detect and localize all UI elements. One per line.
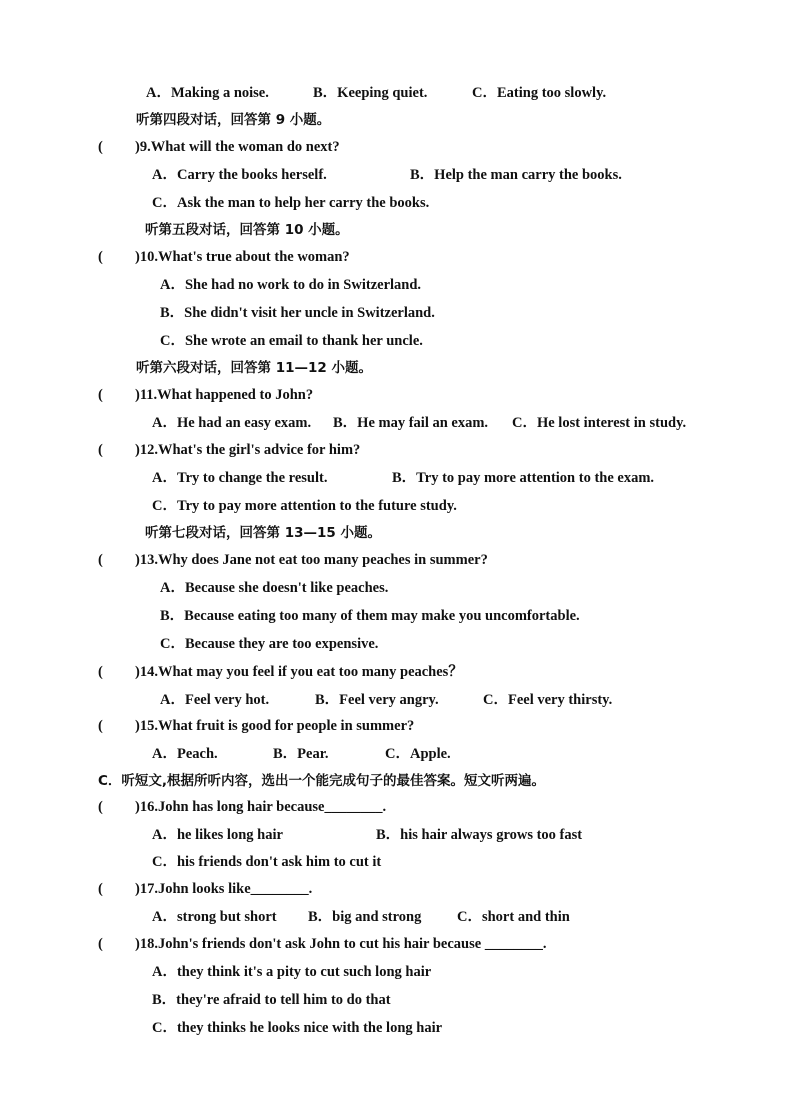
q15-option-b: B．Pear. <box>273 746 329 762</box>
q15-option-c: C．Apple. <box>385 746 451 762</box>
q11-option-c: C．He lost interest in study. <box>512 415 687 431</box>
section-4-instruction: 听第四段对话，回答第 9 小题。 <box>136 112 331 128</box>
q11-stem: )11.What happened to John? <box>135 387 314 403</box>
q17-answer-paren: ( <box>98 881 103 897</box>
q10-option-c: C．She wrote an email to thank her uncle. <box>160 333 423 349</box>
q12-answer-paren: ( <box>98 442 103 458</box>
q16-stem: )16.John has long hair because________. <box>135 799 387 815</box>
q14-answer-paren: ( <box>98 664 103 680</box>
q16-answer-paren: ( <box>98 799 103 815</box>
q17-option-b: B．big and strong <box>308 909 422 925</box>
q18-option-b: B．they're afraid to tell him to do that <box>152 992 391 1008</box>
q10-answer-paren: ( <box>98 249 103 265</box>
q8-option-b: B．Keeping quiet. <box>313 85 428 101</box>
q11-answer-paren: ( <box>98 387 103 403</box>
section-5-instruction: 听第五段对话，回答第 10 小题。 <box>145 222 349 238</box>
q9-option-c: C．Ask the man to help her carry the books. <box>152 195 430 211</box>
section-6-instruction: 听第六段对话，回答第 11—12 小题。 <box>136 360 372 376</box>
q18-stem: )18.John's friends don't ask John to cut his hair because ________. <box>135 936 547 952</box>
q9-option-b: B．Help the man carry the books. <box>410 167 622 183</box>
q9-option-a: A．Carry the books herself. <box>152 167 327 183</box>
q13-option-c: C．Because they are too expensive. <box>160 636 379 652</box>
q12-option-b: B．Try to pay more attention to the exam. <box>392 470 655 486</box>
q12-option-c: C．Try to pay more attention to the future study. <box>152 498 457 514</box>
q10-option-b: B．She didn't visit her uncle in Switzerland. <box>160 305 435 321</box>
q13-option-b: B．Because eating too many of them may make you uncomfortable. <box>160 608 580 624</box>
q10-option-a: A．She had no work to do in Switzerland. <box>160 277 422 293</box>
q12-option-a: A．Try to change the result. <box>152 470 328 486</box>
q11-option-b: B．He may fail an exam. <box>333 415 489 431</box>
q16-option-b: B．his hair always grows too fast <box>376 827 583 843</box>
q18-answer-paren: ( <box>98 936 103 952</box>
q18-option-a: A．they think it's a pity to cut such long hair <box>152 964 432 980</box>
q14-option-c: C．Feel very thirsty. <box>483 692 613 708</box>
q17-stem: )17.John looks like________. <box>135 881 313 897</box>
q16-option-a: A．he likes long hair <box>152 827 283 843</box>
q8-option-c: C．Eating too slowly. <box>472 85 607 101</box>
q10-stem: )10.What's true about the woman? <box>135 249 350 265</box>
q9-answer-paren: ( <box>98 139 103 155</box>
q8-option-a: A．Making a noise. <box>146 85 269 101</box>
q17-option-a: A．strong but short <box>152 909 277 925</box>
q13-stem: )13.Why does Jane not eat too many peaches in summer? <box>135 552 488 568</box>
q13-answer-paren: ( <box>98 552 103 568</box>
q15-stem: )15.What fruit is good for people in summer? <box>135 718 415 734</box>
q12-stem: )12.What's the girl's advice for him? <box>135 442 361 458</box>
q18-option-c: C．they thinks he looks nice with the long hair <box>152 1020 443 1036</box>
q14-stem: )14.What may you feel if you eat too many peaches？ <box>135 664 463 680</box>
q14-option-a: A．Feel very hot. <box>160 692 270 708</box>
part-c-instruction: C．听短文,根据所听内容，选出一个能完成句子的最佳答案。短文听两遍。 <box>98 773 546 789</box>
q16-option-c: C．his friends don't ask him to cut it <box>152 854 382 870</box>
q14-option-b: B．Feel very angry. <box>315 692 439 708</box>
q15-answer-paren: ( <box>98 718 103 734</box>
section-7-instruction: 听第七段对话，回答第 13—15 小题。 <box>145 525 381 541</box>
q13-option-a: A．Because she doesn't like peaches. <box>160 580 389 596</box>
q15-option-a: A．Peach. <box>152 746 218 762</box>
q9-stem: )9.What will the woman do next? <box>135 139 340 155</box>
q17-option-c: C．short and thin <box>457 909 570 925</box>
q11-option-a: A．He had an easy exam. <box>152 415 312 431</box>
